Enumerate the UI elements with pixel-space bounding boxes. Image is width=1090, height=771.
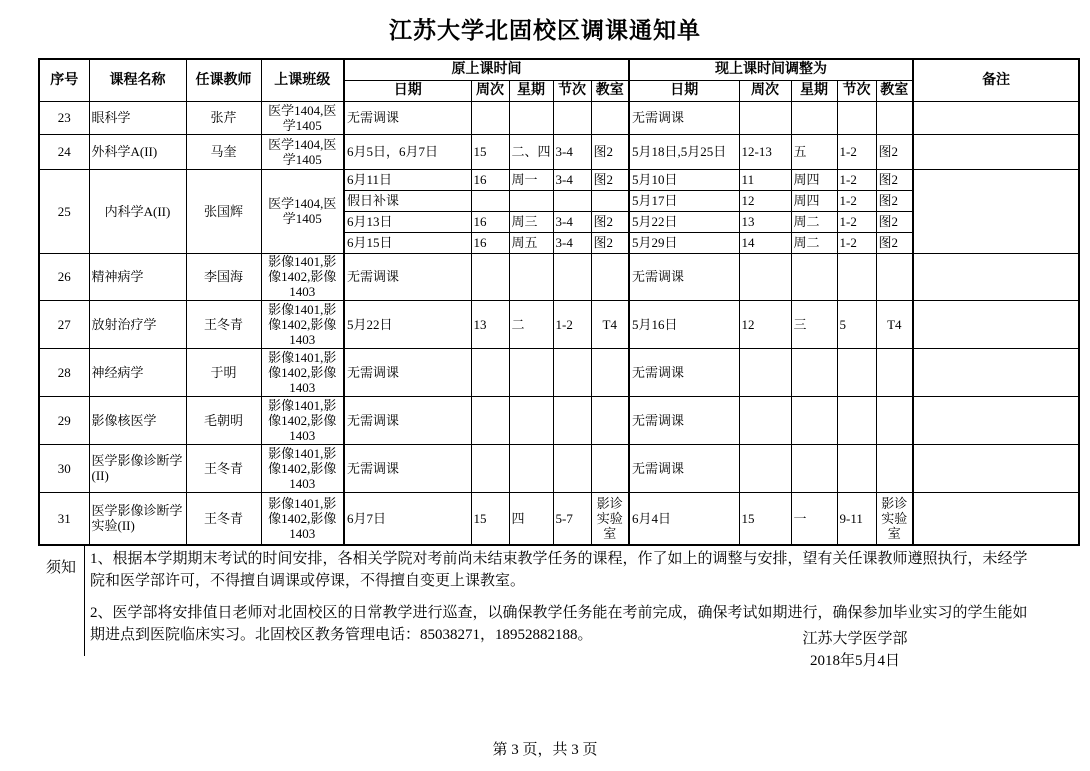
cell-remark	[913, 348, 1079, 396]
cell-new-room: 图2	[876, 232, 913, 253]
cell-orig-week: 13	[471, 300, 509, 348]
cell-new-period: 5	[837, 300, 876, 348]
cell-orig-weekday: 四	[509, 492, 553, 545]
cell-remark	[913, 253, 1079, 300]
cell-new-period	[837, 101, 876, 134]
cell-new-week: 13	[739, 211, 791, 232]
cell-orig-room	[591, 101, 629, 134]
cell-course-name: 眼科学	[89, 101, 186, 134]
header-new-date: 日期	[629, 80, 739, 101]
cell-new-week: 14	[739, 232, 791, 253]
cell-orig-date: 无需调课	[344, 444, 471, 492]
header-teacher: 任课教师	[186, 59, 261, 101]
cell-new-period: 9-11	[837, 492, 876, 545]
table-row	[39, 253, 1079, 300]
cell-orig-period: 1-2	[553, 300, 591, 348]
cell-orig-date: 6月11日	[344, 169, 471, 190]
cell-course-name: 影像核医学	[89, 396, 186, 444]
cell-orig-date: 5月22日	[344, 300, 471, 348]
signature-org: 江苏大学医学部	[802, 631, 908, 647]
cell-course-name: 医学影像诊断学实验(II)	[89, 492, 186, 545]
cell-seq: 23	[39, 101, 89, 134]
cell-new-period: 1-2	[837, 134, 876, 169]
cell-new-weekday	[791, 101, 837, 134]
cell-teacher: 王冬青	[186, 300, 261, 348]
cell-new-period	[837, 444, 876, 492]
cell-seq: 25	[39, 169, 89, 253]
cell-orig-weekday	[509, 190, 553, 211]
cell-new-period	[837, 396, 876, 444]
cell-orig-weekday	[509, 396, 553, 444]
cell-orig-date: 无需调课	[344, 101, 471, 134]
cell-new-date: 5月10日	[629, 169, 739, 190]
table-row	[39, 101, 1079, 134]
table-row	[39, 134, 1079, 169]
cell-course-name: 外科学A(II)	[89, 134, 186, 169]
cell-seq: 24	[39, 134, 89, 169]
cell-remark	[913, 169, 1079, 253]
cell-orig-weekday: 二、四	[509, 134, 553, 169]
cell-new-week: 15	[739, 492, 791, 545]
cell-orig-period: 3-4	[553, 232, 591, 253]
cell-new-room: 图2	[876, 134, 913, 169]
cell-new-date: 5月17日	[629, 190, 739, 211]
cell-orig-week	[471, 253, 509, 300]
cell-orig-period	[553, 396, 591, 444]
cell-new-room: T4	[876, 300, 913, 348]
cell-orig-weekday: 周三	[509, 211, 553, 232]
cell-new-room: 影诊实验室	[876, 492, 913, 545]
signature-block	[700, 628, 1010, 672]
cell-course-name: 神经病学	[89, 348, 186, 396]
cell-orig-week: 16	[471, 169, 509, 190]
cell-new-room: 图2	[876, 211, 913, 232]
cell-new-weekday: 一	[791, 492, 837, 545]
cell-orig-weekday: 周五	[509, 232, 553, 253]
note-item-2: 2、医学部将安排值日老师对北固校区的日常教学进行巡查，以确保教学任务能在考前完成，确保考试如期进行，确保参加毕业实习的学生能如期进点到医院临床实习。北固校区教务管理电话：85038271，18952882188。	[90, 605, 1028, 643]
cell-new-date: 无需调课	[629, 444, 739, 492]
cell-teacher: 王冬青	[186, 492, 261, 545]
cell-course-name: 精神病学	[89, 253, 186, 300]
cell-orig-room: 图2	[591, 134, 629, 169]
cell-remark	[913, 300, 1079, 348]
cell-new-date: 6月4日	[629, 492, 739, 545]
note-item-1: 1、根据本学期期末考试的时间安排，各相关学院对考前尚未结束教学任务的课程，作了如上的调整与安排，望有关任课教师遵照执行，未经学院和医学部许可，不得擅自调课或停课，不得擅自变更上课教室。	[90, 551, 1028, 589]
cell-orig-week	[471, 444, 509, 492]
cell-course-name: 医学影像诊断学(II)	[89, 444, 186, 492]
header-new-weekday: 星期	[791, 80, 837, 101]
cell-orig-room	[591, 348, 629, 396]
cell-new-room	[876, 444, 913, 492]
cell-orig-week	[471, 101, 509, 134]
cell-new-date: 5月16日	[629, 300, 739, 348]
cell-orig-date: 无需调课	[344, 396, 471, 444]
cell-seq: 31	[39, 492, 89, 545]
cell-orig-week: 15	[471, 492, 509, 545]
cell-teacher: 王冬青	[186, 444, 261, 492]
header-seq: 序号	[39, 59, 89, 101]
cell-orig-date: 无需调课	[344, 253, 471, 300]
cell-orig-period: 3-4	[553, 134, 591, 169]
header-orig-date: 日期	[344, 80, 471, 101]
cell-teacher: 毛朝明	[186, 396, 261, 444]
cell-new-weekday	[791, 348, 837, 396]
cell-teacher: 张芹	[186, 101, 261, 134]
cell-orig-date: 无需调课	[344, 348, 471, 396]
cell-teacher: 李国海	[186, 253, 261, 300]
schedule-table	[38, 58, 1080, 546]
table-row	[39, 396, 1079, 444]
cell-new-date: 5月29日	[629, 232, 739, 253]
cell-orig-period	[553, 190, 591, 211]
cell-orig-room: 图2	[591, 211, 629, 232]
cell-new-week: 12	[739, 300, 791, 348]
cell-seq: 29	[39, 396, 89, 444]
cell-new-period	[837, 348, 876, 396]
signature-date: 2018年5月4日	[809, 653, 900, 669]
cell-new-date: 无需调课	[629, 348, 739, 396]
cell-orig-date: 6月13日	[344, 211, 471, 232]
cell-new-room	[876, 253, 913, 300]
header-remark: 备注	[913, 59, 1079, 101]
cell-orig-weekday: 二	[509, 300, 553, 348]
header-orig-weekday: 星期	[509, 80, 553, 101]
cell-class: 影像1401,影像1402,影像1403	[261, 396, 344, 444]
cell-orig-room	[591, 444, 629, 492]
cell-new-week: 12-13	[739, 134, 791, 169]
cell-new-room	[876, 101, 913, 134]
cell-orig-date: 6月7日	[344, 492, 471, 545]
cell-orig-period: 5-7	[553, 492, 591, 545]
header-course: 课程名称	[89, 59, 186, 101]
cell-new-period: 1-2	[837, 169, 876, 190]
cell-class: 医学1404,医学1405	[261, 134, 344, 169]
cell-orig-room	[591, 396, 629, 444]
cell-new-week	[739, 396, 791, 444]
cell-new-date: 无需调课	[629, 253, 739, 300]
cell-new-date: 无需调课	[629, 101, 739, 134]
cell-new-date: 5月22日	[629, 211, 739, 232]
cell-seq: 27	[39, 300, 89, 348]
cell-new-date: 5月18日,5月25日	[629, 134, 739, 169]
cell-orig-room: 图2	[591, 169, 629, 190]
cell-new-room	[876, 396, 913, 444]
cell-class: 医学1404,医学1405	[261, 169, 344, 253]
table-row	[39, 444, 1079, 492]
cell-orig-date: 6月15日	[344, 232, 471, 253]
cell-orig-date: 假日补课	[344, 190, 471, 211]
cell-new-weekday: 周四	[791, 169, 837, 190]
cell-remark	[913, 492, 1079, 545]
header-orig-period: 节次	[553, 80, 591, 101]
cell-new-week	[739, 444, 791, 492]
table-row	[39, 492, 1079, 545]
cell-remark	[913, 396, 1079, 444]
cell-remark	[913, 134, 1079, 169]
cell-orig-week	[471, 396, 509, 444]
cell-new-weekday	[791, 253, 837, 300]
cell-orig-weekday	[509, 348, 553, 396]
cell-orig-period	[553, 348, 591, 396]
cell-remark	[913, 101, 1079, 134]
cell-orig-weekday	[509, 444, 553, 492]
page-number: 第 3 页，共 3 页	[492, 742, 598, 758]
cell-new-weekday	[791, 444, 837, 492]
table-row	[39, 169, 1079, 190]
cell-remark	[913, 444, 1079, 492]
cell-orig-period: 3-4	[553, 211, 591, 232]
cell-new-weekday: 周二	[791, 211, 837, 232]
cell-class: 影像1401,影像1402,影像1403	[261, 348, 344, 396]
header-orig-week: 周次	[471, 80, 509, 101]
cell-class: 影像1401,影像1402,影像1403	[261, 492, 344, 545]
cell-new-weekday: 周四	[791, 190, 837, 211]
cell-course-name: 内科学A(II)	[89, 169, 186, 253]
cell-class: 影像1401,影像1402,影像1403	[261, 444, 344, 492]
cell-teacher: 于明	[186, 348, 261, 396]
cell-new-room	[876, 348, 913, 396]
cell-new-week	[739, 101, 791, 134]
cell-new-period	[837, 253, 876, 300]
cell-teacher: 张国辉	[186, 169, 261, 253]
cell-new-week: 11	[739, 169, 791, 190]
cell-orig-week: 15	[471, 134, 509, 169]
cell-new-weekday: 周二	[791, 232, 837, 253]
cell-orig-period	[553, 101, 591, 134]
cell-new-week	[739, 348, 791, 396]
cell-class: 医学1404,医学1405	[261, 101, 344, 134]
header-new-week: 周次	[739, 80, 791, 101]
cell-orig-period	[553, 253, 591, 300]
cell-new-period: 1-2	[837, 232, 876, 253]
cell-new-room: 图2	[876, 169, 913, 190]
cell-new-period: 1-2	[837, 211, 876, 232]
cell-orig-week: 16	[471, 211, 509, 232]
cell-orig-period	[553, 444, 591, 492]
cell-new-period: 1-2	[837, 190, 876, 211]
cell-orig-week	[471, 348, 509, 396]
header-new-group: 现上课时间调整为	[629, 59, 913, 80]
cell-orig-week: 16	[471, 232, 509, 253]
table-row	[39, 348, 1079, 396]
cell-seq: 28	[39, 348, 89, 396]
cell-course-name: 放射治疗学	[89, 300, 186, 348]
cell-new-room: 图2	[876, 190, 913, 211]
cell-orig-room	[591, 190, 629, 211]
cell-new-weekday: 三	[791, 300, 837, 348]
cell-class: 影像1401,影像1402,影像1403	[261, 253, 344, 300]
page-title: 江苏大学北固校区调课通知单	[389, 18, 701, 43]
cell-new-date: 无需调课	[629, 396, 739, 444]
cell-class: 影像1401,影像1402,影像1403	[261, 300, 344, 348]
cell-seq: 26	[39, 253, 89, 300]
cell-new-weekday: 五	[791, 134, 837, 169]
cell-orig-date: 6月5日，6月7日	[344, 134, 471, 169]
cell-new-weekday	[791, 396, 837, 444]
header-new-room: 教室	[876, 80, 913, 101]
notes-label: 须知	[45, 560, 76, 576]
cell-orig-week	[471, 190, 509, 211]
cell-orig-period: 3-4	[553, 169, 591, 190]
header-new-period: 节次	[837, 80, 876, 101]
cell-orig-room: 影诊实验室	[591, 492, 629, 545]
header-orig-room: 教室	[591, 80, 629, 101]
cell-orig-weekday	[509, 253, 553, 300]
cell-orig-room: 图2	[591, 232, 629, 253]
cell-orig-room	[591, 253, 629, 300]
cell-new-week	[739, 253, 791, 300]
cell-orig-weekday: 周一	[509, 169, 553, 190]
cell-orig-room: T4	[591, 300, 629, 348]
header-orig-group: 原上课时间	[344, 59, 629, 80]
cell-seq: 30	[39, 444, 89, 492]
table-row	[39, 300, 1079, 348]
cell-new-week: 12	[739, 190, 791, 211]
cell-teacher: 马奎	[186, 134, 261, 169]
header-class: 上课班级	[261, 59, 344, 101]
cell-orig-weekday	[509, 101, 553, 134]
